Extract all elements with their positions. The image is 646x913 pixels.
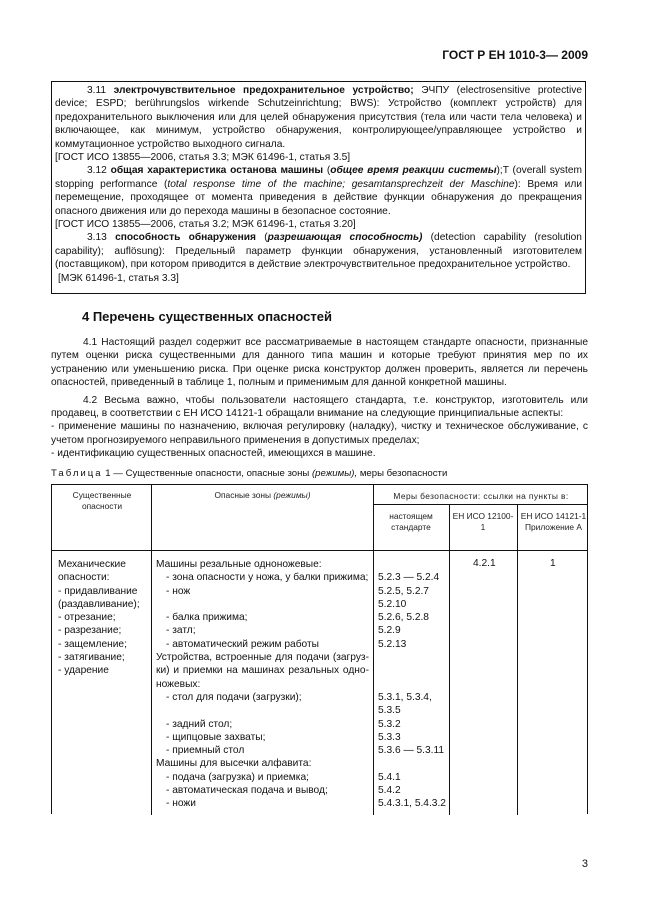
table-cell: 5.2.6, 5.2.8 bbox=[378, 612, 429, 624]
table-cell: Машины резальные одноножевые: bbox=[156, 559, 322, 570]
header-en-iso-12100: ЕН ИСО 12100-1 bbox=[452, 511, 514, 532]
table-cell: 5.3.1, 5.3.4, bbox=[378, 691, 432, 703]
table-cell: 5.3.2 bbox=[378, 718, 401, 730]
table-cell bbox=[156, 704, 369, 717]
header-measures: Меры безопасности: ссылки на пункты в: bbox=[393, 491, 569, 501]
table-cell: 5.2.13 bbox=[378, 638, 407, 650]
table-cell: - зона опасности у ножа, у балки прижима; bbox=[166, 572, 369, 584]
hazards-column bbox=[58, 558, 140, 678]
table-cell: - придавливание bbox=[58, 585, 138, 597]
section-title: 4 Перечень существенных опасностей bbox=[82, 309, 332, 324]
header-zones: Опасные зоны (режимы) bbox=[214, 490, 311, 500]
table-cell: ножевых: bbox=[156, 678, 201, 690]
table-cell: - отрезание; bbox=[58, 612, 116, 624]
reference-3-13: [МЭК 61496-1, статья 3.3] bbox=[58, 272, 179, 284]
table-cell: 5.2.10 bbox=[378, 598, 407, 610]
table-cell: Механические bbox=[58, 559, 126, 570]
table-cell: - затягивание; bbox=[58, 652, 125, 664]
table-cell: - задний стол; bbox=[166, 718, 233, 730]
aspect-item: - применение машины по назначению, включая регулировку (наладку), чистку и техническое обслуживание, с учетом прогнозируемого неправильного применения в допустимых пределах; bbox=[51, 421, 588, 446]
definition-3-13: 3.13 способность обнаружения (разрешающая способность) (detection capability (resolution capability); auflösung): Предельный параметр функции обнаружения, установленный изготовителем (поставщиком), при котором приводится в действие электрочувствительное предохранительное устройство. bbox=[55, 232, 582, 271]
aspect-item: - идентификацию существенных опасностей, имеющихся в машине. bbox=[51, 448, 376, 460]
zones-column bbox=[156, 558, 369, 811]
table-cell: - защемление; bbox=[58, 638, 127, 650]
table-cell: - разрезание; bbox=[58, 625, 122, 637]
term-3-12: общая характеристика останова машины bbox=[110, 165, 324, 177]
table-cell: 5.3.3 bbox=[378, 731, 401, 743]
table-cell: - приемный стол bbox=[166, 745, 245, 757]
definition-3-12: 3.12 общая характеристика останова машины (общее время реакции системы);T (overall system stopping performance (total response time of the machine; gesamtansprechzeit der Maschine): Время или перемещение, проходящее от момента приведения в действие функции обнаружения до прекращения опасного движения или до перехода машины в безопасное состояние. bbox=[55, 165, 583, 217]
table-cell: 5.2.3 — 5.2.4 bbox=[378, 572, 440, 584]
term-3-13: способность обнаружения bbox=[115, 232, 256, 244]
definitions-box bbox=[51, 81, 586, 294]
table-cell: 5.4.2 bbox=[378, 785, 401, 797]
page-number: 3 bbox=[581, 858, 588, 870]
table-cell: (раздавливание); bbox=[58, 598, 140, 610]
document-header: ГОСТ Р ЕН 1010-3— 2009 bbox=[442, 48, 588, 62]
definition-3-11: 3.11 электрочувствительное предохранительное устройство; ЭЧПУ (electrosensitive protective device; ESPD; berührungslos wirkende Schutzeinrichtung; BWS): Устройство (комплект устройств) для предохранительного выключения или для целей обнаружения присутствия (тела или части тела человека) и включающее, как минимум, устройство обнаружения, контролирующее/управляющее устройство и коммутационное устройство выходного сигнала. bbox=[55, 85, 583, 150]
header-en-iso-14121: ЕН ИСО 14121-1 Приложение А bbox=[520, 511, 587, 532]
section-body bbox=[51, 336, 588, 461]
reference-3-12: [ГОСТ ИСО 13855—2006, статья 3.2; МЭК 61496-1, статья 3.20] bbox=[55, 219, 356, 231]
table-cell: - затл; bbox=[166, 625, 196, 637]
table-cell: - нож bbox=[166, 585, 191, 597]
table-cell: - ножи bbox=[166, 798, 196, 810]
table-cell bbox=[378, 664, 446, 677]
paragraph-4-2: 4.2 Весьма важно, чтобы пользователи настоящего стандарта, т.е. конструктор, изготовитель или продавец, в соответствии с ЕН ИСО 14121-1 обращали внимание на следующие принципиальные аспекты: bbox=[51, 394, 588, 420]
table-cell bbox=[378, 651, 446, 664]
table-cell: ки) и приемки на машинах резальных одно- bbox=[156, 665, 369, 677]
table-cell: - стол для подачи (загрузки); bbox=[166, 691, 302, 703]
table-cell: - автоматический режим работы bbox=[166, 638, 319, 650]
this-standard-column bbox=[378, 558, 446, 811]
table-cell: - ударение bbox=[58, 665, 109, 677]
table-cell: 5.4.1 bbox=[378, 771, 401, 783]
header-this-standard: настоящем стандарте bbox=[389, 511, 433, 532]
table-cell: 5.2.5, 5.2.7 bbox=[378, 585, 429, 597]
table-cell bbox=[378, 678, 446, 691]
table-cell: опасности: bbox=[58, 572, 110, 584]
table-cell: - подача (загрузка) и приемка; bbox=[166, 771, 309, 783]
table-cell: 5.4.3.1, 5.4.3.2 bbox=[378, 798, 446, 810]
table-cell: Устройства, встроенные для подачи (загруз- bbox=[156, 652, 369, 664]
table-cell: - автоматическая подача и вывод; bbox=[166, 785, 328, 797]
table-cell: 5.2.9 bbox=[378, 625, 401, 637]
table-cell: 5.3.6 — 5.3.11 bbox=[378, 745, 445, 757]
hazards-table bbox=[51, 484, 588, 814]
en-iso-12100-cell: 4.2.1 bbox=[473, 558, 496, 569]
table-cell: 5.3.5 bbox=[378, 705, 401, 717]
table-cell: Машины для высечки алфавита: bbox=[156, 758, 312, 770]
table-cell bbox=[378, 757, 446, 770]
table-caption: Таблица 1 — Существенные опасности, опасные зоны (режимы), меры безопасности bbox=[51, 468, 448, 479]
header-hazards: Существенные опасности bbox=[72, 490, 132, 511]
table-cell bbox=[156, 598, 369, 611]
paragraph-4-1: 4.1 Настоящий раздел содержит все рассматриваемые в настоящем стандарте опасности, признанные путем оценки риска существенными для данного типа машин и которые требуют принятия мер по их устранению или уменьшению риска. При оценке риска конструктор должен проверить, является ли перечень опасностей, приведенный в таблице 1, полным и применимым для данной конкретной машины. bbox=[51, 337, 588, 389]
term-3-11: электрочувствительное предохранительное устройство; bbox=[113, 85, 414, 96]
table-cell: - щипцовые захваты; bbox=[166, 731, 266, 743]
table-cell: - балка прижима; bbox=[166, 612, 248, 624]
en-iso-14121-cell: 1 bbox=[550, 558, 556, 569]
table-cell bbox=[378, 558, 446, 571]
reference-3-11: [ГОСТ ИСО 13855—2006, статья 3.3; МЭК 61496-1, статья 3.5] bbox=[55, 152, 351, 164]
